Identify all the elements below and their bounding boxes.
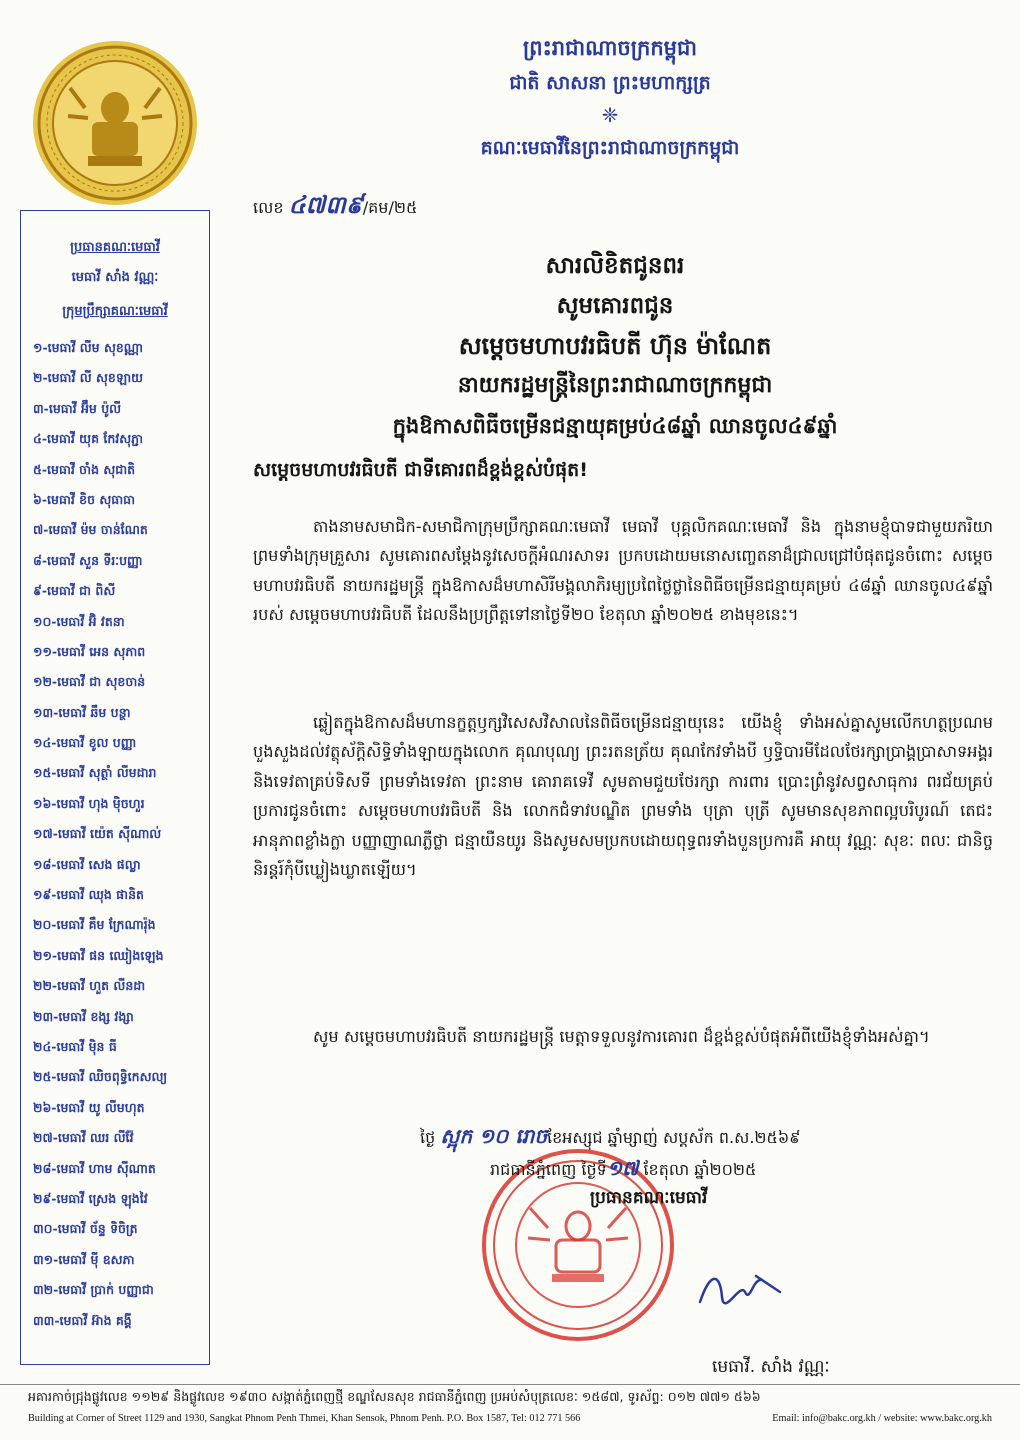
council-member-item: ៣៣-មេធាវី អ៊ាង គង្គី — [33, 1312, 132, 1328]
footer — [0, 1384, 1020, 1429]
date-rest: ខែតុលា ឆ្នាំ២០២៥ — [643, 1160, 757, 1179]
footer-email-website: Email: info@bakc.org.kh / website: www.bakc.org.kh — [772, 1413, 992, 1424]
council-heading: ក្រុមប្រឹក្សាគណៈមេធាវី — [62, 304, 168, 319]
council-member-item: ១៩-មេធាវី ឈុង ផានិត — [33, 887, 144, 903]
body-paragraph-2 — [253, 708, 993, 884]
lunar-date-handwritten: ស្អុក ១០ រោច — [440, 1124, 548, 1148]
council-member-item: ៧-មេធាវី ម៉ម ចាន់ណែត — [33, 522, 148, 538]
council-sidebar — [20, 210, 210, 1365]
ornament-icon: ❈ — [601, 103, 619, 127]
council-member-item: ១១-មេធាវី អេន សុភាព — [33, 643, 146, 659]
council-member-item: ១៧-មេធាវី យ៉េត ស៊ីណាល់ — [33, 826, 162, 842]
recipient-position: នាយករដ្ឋមន្ត្រីនៃព្រះរាជាណាចក្រកម្ពុជា — [457, 373, 773, 398]
president-name: មេធាវី សាំង វណ្ណៈ — [71, 270, 159, 285]
council-member-item: ២២-មេធាវី ហួត លីនដា — [33, 978, 146, 994]
date-place: រាជធានីភ្នំពេញ ថ្ងៃទី — [490, 1160, 607, 1179]
council-member-item: ១៣-មេធាវី ឆឹម បន្ថា — [33, 704, 131, 720]
greeting: សម្តេចមហាបវរធិបតី ជាទីគោរពដ៏ខ្ពង់ខ្ពស់បំផុត! — [253, 459, 588, 481]
council-member-item: ១៤-មេធាវី ខូល បញ្ញា — [33, 735, 137, 751]
council-member-item: ៦-មេធាវី ខិច សុធាធា — [33, 491, 136, 507]
kingdom-title: ព្រះរាជាណាចក្រកម្ពុជា — [522, 36, 697, 60]
council-member-item: ៣២-មេធាវី ប្រាក់ បញ្ញាជា — [33, 1282, 154, 1298]
council-member-item: ១៨-មេធាវី សេង ផល្លា — [33, 856, 141, 872]
day-handwritten: ១៧ — [606, 1156, 639, 1180]
council-member-item: ៣១-មេធាវី ម៉ី ឧសភា — [33, 1251, 135, 1267]
footer-address-english — [0, 1409, 1020, 1429]
council-member-item: ២១-មេធាវី ផន ឈៀងឡេង — [33, 947, 164, 963]
letter-title: សារលិខិតជូនពរ — [545, 253, 685, 279]
council-member-item: ១-មេធាវី លីម សុខណ្ណា — [33, 340, 144, 355]
footer-address-khmer: អគារកាច់ជ្រុងផ្លូវលេខ ១១២៩ និងផ្លូវលេខ ១៩៣០ សង្កាត់ភ្នំពេញថ្មី ខណ្ឌសែនសុខ រាជធានីភ្នំពេញ ប្រអប់សំបុត្រលេខៈ ១៥៨៧, ទូរស័ព្ទ: ០១២ ៧៧១ ៥៦៦ — [28, 1389, 761, 1404]
bar-association-seal-icon — [30, 38, 200, 208]
body-paragraph-3-text: សូម សម្តេចមហាបវរធិបតី នាយករដ្ឋមន្ត្រី មេត្តាទទួលនូវការគោរព ដ៏ខ្ពង់ខ្ពស់បំផុតអំពីយើងខ្ញុំទាំងអស់គ្នា។ — [313, 1027, 930, 1046]
organization-name: គណៈមេធាវីនៃព្រះរាជាណាចក្រកម្ពុជា — [480, 137, 740, 159]
council-member-item: ៥-មេធាវី ចាំង សុជាតិ — [33, 461, 136, 477]
president-heading: ប្រធានគណៈមេធាវី — [70, 240, 160, 255]
council-member-item: ២៣-មេធាវី ខង្ស វង្សា — [33, 1008, 134, 1024]
signer-name: មេធាវី. សាំង វណ្ណៈ — [712, 1357, 830, 1377]
council-member-item: ២-មេធាវី លី សុខឡាយ — [33, 370, 144, 386]
recipient-name: សម្តេចមហាបវរធិបតី ហ៊ុន ម៉ាណែត — [458, 332, 772, 360]
lunar-date — [420, 1120, 1000, 1152]
council-member-item: ២៧-មេធាវី ឈរ លីវ៉ែ — [33, 1130, 134, 1146]
council-member-item: ២៩-មេធាវី ស្រេង ឡុងវៃ — [33, 1190, 148, 1206]
council-member-list — [21, 333, 209, 1336]
letter-titles — [230, 246, 1000, 446]
council-member-item: ១៥-មេធាវី សុត្ថាំ លីមដារា — [33, 765, 157, 781]
council-member-item: ២៦-មេធាវី យូ លីមហុត — [33, 1099, 145, 1115]
council-member-item: ២៥-មេធាវី ឈិចពុទ្ធិកេសល្យ — [33, 1069, 168, 1085]
solar-date — [490, 1152, 1020, 1184]
council-member-item: ២៨-មេធាវី ហាម ស៊ីណាត — [33, 1160, 156, 1176]
council-member-item: ១២-មេធាវី ជា សុខចាន់ — [33, 674, 146, 690]
salutation-line: សូមគោរពជូន — [556, 293, 674, 319]
date-prefix: ថ្ងៃ — [420, 1128, 436, 1147]
council-member-item: ៣០-មេធាវី ច័ន្ទ ទិចិត្រ — [33, 1221, 138, 1237]
council-member-item: ៨-មេធាវី សួន ទីរៈបញ្ញា — [33, 552, 143, 568]
lunar-date-rest: ខែអស្សុជ ឆ្នាំម្សាញ់ សប្តស័ក ព.ស.២៥៦៩ — [547, 1128, 801, 1147]
reference-handwritten-number: ៤៧៣៩ — [288, 190, 363, 219]
handwritten-signature-icon — [690, 1262, 790, 1322]
council-member-item: ២០-មេធាវី គឹម ក្រែណារ៉ុង — [33, 917, 156, 933]
council-member-item: ៣-មេធាវី អ៊ឹម ប៉ូលី — [33, 400, 122, 416]
reference-number — [253, 190, 417, 220]
council-member-item: ១៦-មេធាវី ហុង ម៉ិចហួរ — [33, 795, 145, 811]
national-motto: ជាតិ សាសនា ព្រះមហាក្សត្រ — [509, 72, 711, 94]
letterhead — [380, 30, 840, 166]
body-paragraph-1 — [253, 512, 993, 630]
footer-address-english-text: Building at Corner of Street 1129 and 1930, Sangkat Phnom Penh Thmei, Khan Sensok, Phnom Penh. P.O. Box 1587, Tel: 012 771 566 — [28, 1413, 581, 1424]
council-member-item: ៩-មេធាវី ជា ពិសី — [33, 583, 116, 599]
reference-suffix: /គម/២៥ — [362, 198, 418, 217]
council-member-item: ២៤-មេធាវី ម៉ិន ធី — [33, 1038, 117, 1054]
reference-prefix: លេខ — [253, 198, 284, 217]
body-paragraph-1-text: តាងនាមសមាជិក-សមាជិកាក្រុមប្រឹក្សាគណៈមេធាវី មេធាវី បុគ្គលិកគណៈមេធាវី និង ក្នុងនាមខ្ញុំបាទជាមួយភរិយា ព្រមទាំងក្រុមគ្រួសារ សូមគោរពសម្តែងនូវសេចក្តីអំណរសាទរ ប្រកបដោយមនោសញ្ចេតនាដ៏ជ្រាលជ្រៅបំផុតជូនចំពោះ សម្តេចមហាបវរធិបតី នាយករដ្ឋមន្ត្រី ក្នុងឱកាសដ៏មហាសិរីមង្គលាភិរម្យប្រពៃថ្លៃថ្លានៃពិធីចម្រើនជន្មាយុគម្រប់ ៤៨ឆ្នាំ ឈានចូល៤៩ឆ្នាំ របស់ សម្តេចមហាបវរធិបតី ដែលនឹងប្រព្រឹត្តទៅនាថ្ងៃទី២០ ខែតុលា ឆ្នាំ២០២៥ ខាងមុខនេះ។ — [253, 517, 993, 625]
council-member-item: ១០-មេធាវី អ៊ិ វតនា — [33, 613, 125, 629]
body-paragraph-2-text: ឆ្លៀតក្នុងឱកាសដ៏មហានក្ខត្តឫក្សវិសេសវិសាលនៃពិធីចម្រើនជន្មាយុនេះ យើងខ្ញុំ ទាំងអស់គ្នាសូមលើកហត្ថប្រណមបួងសួងដល់វត្ថុស័ក្តិសិទ្ធិទាំងឡាយក្នុងលោក គុណបុណ្យ ព្រះរតនត្រ័យ គុណកែវទាំងបី ឫទ្ធិបារមីដែលថែរក្សាប្រាង្គប្រាសាទអង្គរ និងទេវតាគ្រប់ទិសទី ព្រមទាំងទេវតា ព្រះនាម គោរាគទេវី សូមតាមជួយថែរក្សា ការពារ ប្រោះព្រំនូវសព្វសាធុការ ពរជ័យគ្រប់ប្រការជូនចំពោះ សម្តេចមហាបវរធិបតី និង លោកជំទាវបណ្ឌិត ព្រមទាំង បុត្រា បុត្រី សូមមានសុខភាពល្អបរិបូរណ៍ តេជះអានុភាពខ្លាំងក្លា បញ្ញាញាណភ្លឺថ្លា ជន្មាយឺនយូរ និងសូមសមប្រកបដោយពុទ្ធពរទាំងបួនប្រការគឺ អាយុ វណ្ណៈ សុខៈ ពលៈ ជានិច្ចនិរន្តរ៍កុំបីឃ្លៀងឃ្លាតឡើយ។ — [253, 713, 993, 880]
body-paragraph-3 — [253, 1022, 993, 1051]
occasion-line: ក្នុងឱកាសពិធីចម្រើនជន្មាយុគម្រប់៤៨ឆ្នាំ ឈានចូល៤៩ឆ្នាំ — [392, 414, 838, 438]
signer-title: ប្រធានគណៈមេធាវី — [590, 1188, 708, 1208]
council-member-item: ៤-មេធាវី យុគ កែវសុភ្ជា — [33, 431, 144, 447]
